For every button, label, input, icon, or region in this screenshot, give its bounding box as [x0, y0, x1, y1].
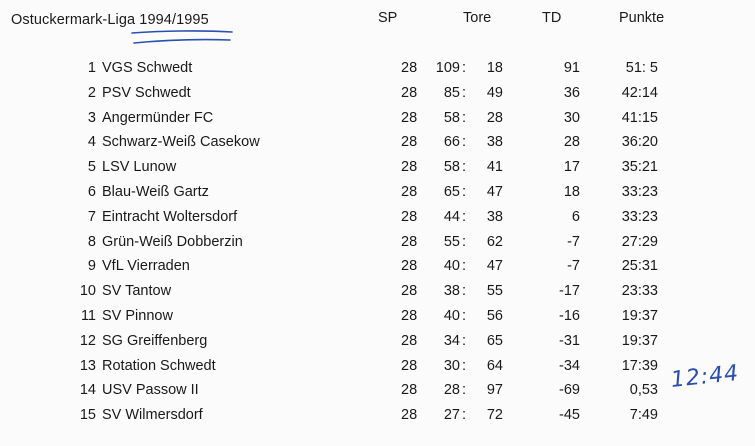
- row-goals-separator: :: [462, 382, 467, 399]
- row-team: Eintracht Woltersdorf: [102, 208, 238, 225]
- row-sp: 28: [401, 307, 418, 324]
- row-team: LSV Lunow: [102, 159, 177, 176]
- row-goals-separator: :: [462, 183, 467, 200]
- row-goals-for: 38: [443, 283, 460, 300]
- row-sp: 28: [401, 84, 418, 101]
- row-team: Angermünder FC: [102, 109, 214, 126]
- row-goals-separator: :: [462, 258, 467, 275]
- table-row: [0, 85, 755, 110]
- row-rank: 6: [87, 183, 96, 200]
- row-rank: 15: [79, 407, 96, 424]
- row-goals-for: 40: [443, 307, 460, 324]
- row-sp: 28: [401, 382, 418, 399]
- row-goals-for: 58: [443, 109, 460, 126]
- header-td: TD: [542, 10, 562, 26]
- row-goals-against: 47: [486, 183, 503, 200]
- row-goal-difference: -34: [559, 357, 580, 374]
- row-goals-against: 56: [486, 307, 503, 324]
- row-goals-separator: :: [462, 60, 467, 76]
- row-goals-against: 18: [486, 60, 503, 76]
- row-rank: 8: [87, 233, 96, 250]
- row-goals-against: 41: [486, 159, 503, 176]
- row-team: SV Wilmersdorf: [102, 407, 203, 424]
- row-goal-difference: -17: [559, 283, 580, 300]
- row-goals-for: 65: [443, 183, 460, 200]
- row-rank: 2: [87, 84, 96, 101]
- row-goal-difference: -69: [559, 382, 580, 399]
- row-rank: 12: [79, 332, 96, 349]
- row-sp: 28: [401, 60, 418, 76]
- row-rank: 5: [87, 159, 96, 176]
- table-row: [0, 134, 755, 159]
- table-row: [0, 308, 755, 333]
- row-points: 19:37: [621, 307, 658, 324]
- row-goal-difference: -16: [559, 307, 580, 324]
- row-team: VfL Vierraden: [102, 258, 190, 275]
- row-rank: 10: [79, 283, 96, 300]
- row-goals-against: 47: [486, 258, 503, 275]
- row-team: VGS Schwedt: [102, 60, 193, 76]
- row-rank: 7: [87, 208, 96, 225]
- row-team: SV Tantow: [102, 283, 172, 300]
- row-sp: 28: [401, 258, 418, 275]
- row-points: 51: 5: [625, 60, 658, 76]
- row-team: Blau-Weiß Gartz: [102, 183, 209, 200]
- row-team: SV Pinnow: [102, 307, 173, 324]
- row-goals-separator: :: [462, 84, 467, 101]
- row-points: 17:39: [621, 357, 658, 374]
- table-row: [0, 258, 755, 283]
- row-goals-separator: :: [462, 233, 467, 250]
- table-row: [0, 283, 755, 308]
- table-row: [0, 407, 755, 432]
- row-points: 27:29: [621, 233, 658, 250]
- row-sp: 28: [401, 332, 418, 349]
- row-goals-against: 62: [486, 233, 503, 250]
- row-goals-for: 109: [435, 60, 460, 76]
- table-row: [0, 234, 755, 259]
- header-tore: Tore: [463, 10, 492, 26]
- row-goals-separator: :: [462, 109, 467, 126]
- row-goals-against: 38: [486, 208, 503, 225]
- row-goal-difference: 91: [563, 60, 580, 76]
- row-goals-separator: :: [462, 134, 467, 151]
- row-points: 41:15: [621, 109, 658, 126]
- row-goal-difference: 30: [563, 109, 580, 126]
- row-goals-separator: :: [462, 407, 467, 424]
- table-row: [0, 110, 755, 135]
- header-punkte: Punkte: [619, 10, 665, 26]
- row-team: Schwarz-Weiß Casekow: [102, 134, 260, 151]
- row-points: 19:37: [621, 332, 658, 349]
- row-team: Rotation Schwedt: [102, 357, 216, 374]
- row-goals-for: 44: [443, 208, 460, 225]
- row-goals-for: 40: [443, 258, 460, 275]
- row-rank: 14: [79, 382, 96, 399]
- table-row: [0, 382, 755, 407]
- row-team: USV Passow II: [102, 382, 199, 399]
- handwritten-underline: [130, 28, 234, 48]
- row-goals-against: 97: [486, 382, 503, 399]
- row-sp: 28: [401, 233, 418, 250]
- row-sp: 28: [401, 283, 418, 300]
- row-goals-against: 55: [486, 283, 503, 300]
- table-row: [0, 209, 755, 234]
- row-goals-against: 65: [486, 332, 503, 349]
- row-points: 36:20: [621, 134, 658, 151]
- row-goals-separator: :: [462, 208, 467, 225]
- row-goals-for: 58: [443, 159, 460, 176]
- row-goal-difference: -45: [559, 407, 580, 424]
- row-goal-difference: -31: [559, 332, 580, 349]
- table-row: [0, 358, 755, 383]
- row-goals-for: 34: [443, 332, 460, 349]
- handwritten-annotation: 12:44: [669, 360, 741, 393]
- row-goals-separator: :: [462, 307, 467, 324]
- row-goals-for: 28: [443, 382, 460, 399]
- row-points: 25:31: [621, 258, 658, 275]
- row-goal-difference: 36: [563, 84, 580, 101]
- row-points: 7:49: [629, 407, 658, 424]
- row-goal-difference: 28: [563, 134, 580, 151]
- row-points: 35:21: [621, 159, 658, 176]
- row-goals-separator: :: [462, 283, 467, 300]
- row-goals-for: 66: [443, 134, 460, 151]
- row-points: 33:23: [621, 208, 658, 225]
- row-sp: 28: [401, 109, 418, 126]
- row-team: PSV Schwedt: [102, 84, 191, 101]
- row-points: 33:23: [621, 183, 658, 200]
- row-goals-for: 30: [443, 357, 460, 374]
- row-sp: 28: [401, 407, 418, 424]
- row-goals-for: 27: [443, 407, 460, 424]
- row-goals-separator: :: [462, 159, 467, 176]
- row-team: Grün-Weiß Dobberzin: [102, 233, 243, 250]
- row-rank: 1: [87, 60, 96, 76]
- row-team: SG Greiffenberg: [102, 332, 208, 349]
- row-goals-for: 55: [443, 233, 460, 250]
- row-rank: 13: [79, 357, 96, 374]
- row-points: 23:33: [621, 283, 658, 300]
- row-sp: 28: [401, 134, 418, 151]
- row-goals-against: 64: [486, 357, 503, 374]
- row-goals-against: 72: [486, 407, 503, 424]
- row-points: 42:14: [621, 84, 658, 101]
- row-rank: 9: [87, 258, 96, 275]
- row-sp: 28: [401, 208, 418, 225]
- table-row: [0, 333, 755, 358]
- row-rank: 11: [80, 307, 96, 324]
- header-sp: SP: [378, 10, 398, 26]
- row-goal-difference: 17: [563, 159, 580, 176]
- row-goals-separator: :: [462, 357, 467, 374]
- row-goals-against: 49: [486, 84, 503, 101]
- row-goals-for: 85: [443, 84, 460, 101]
- row-rank: 3: [87, 109, 96, 126]
- standings-table: [0, 60, 755, 432]
- row-goal-difference: -7: [567, 258, 580, 275]
- table-row: [0, 60, 755, 85]
- row-goal-difference: 6: [571, 208, 580, 225]
- row-sp: 28: [401, 357, 418, 374]
- row-rank: 4: [87, 134, 96, 151]
- row-points: 0,53: [629, 382, 658, 399]
- row-goals-against: 28: [486, 109, 503, 126]
- row-goals-separator: :: [462, 332, 467, 349]
- league-title: Ostuckermark-Liga 1994/1995: [11, 12, 209, 28]
- table-row: [0, 184, 755, 209]
- row-goal-difference: 18: [563, 183, 580, 200]
- row-goals-against: 38: [486, 134, 503, 151]
- row-sp: 28: [401, 159, 418, 176]
- row-goal-difference: -7: [567, 233, 580, 250]
- row-sp: 28: [401, 183, 418, 200]
- table-row: [0, 159, 755, 184]
